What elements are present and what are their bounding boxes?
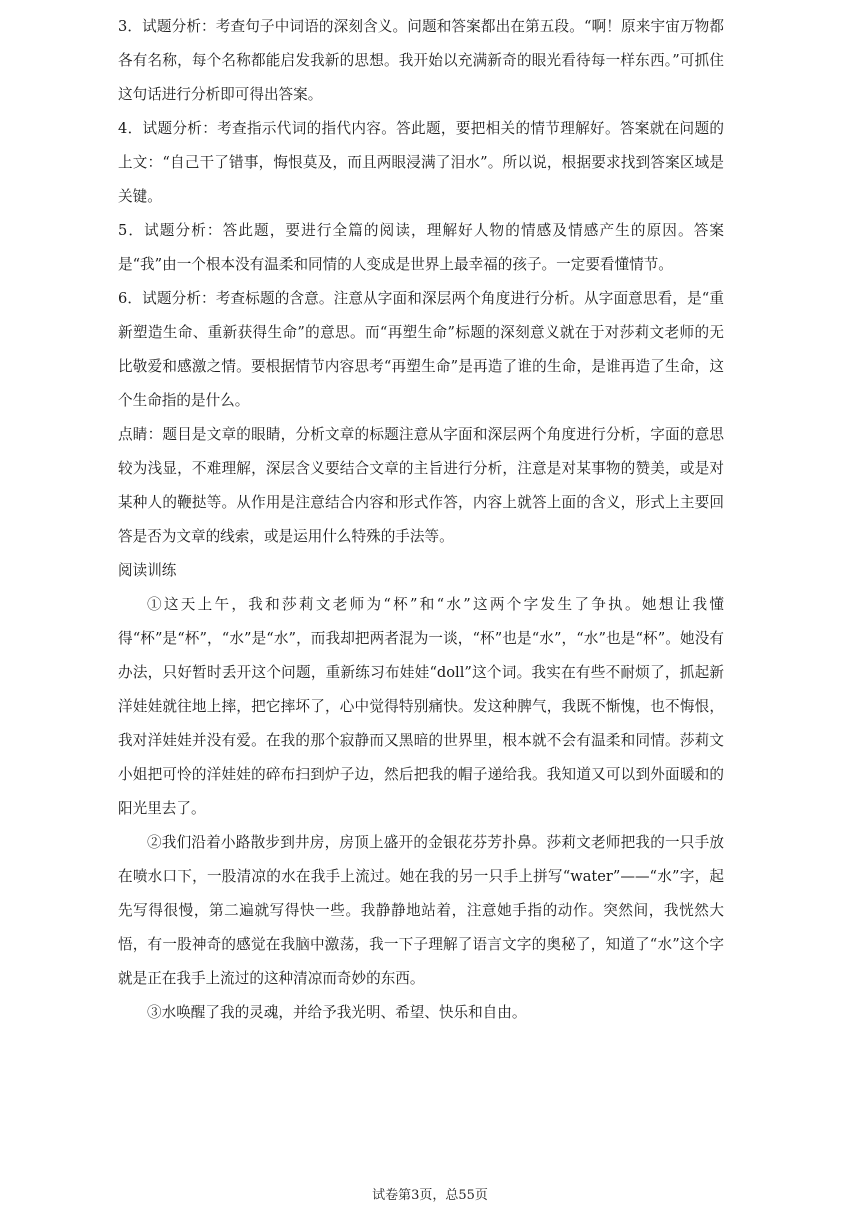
reading-paragraph-1: ①这天上午，我和莎莉文老师为“杯”和“水”这两个字发生了争执。她想让我懂得“杯”是“杯”，“水”是“水”，而我却把两者混为一谈，“杯”也是“水”，“水”也是“杯”。她没有办法，只好暂时丢开这个问题，重新练习布娃娃“doll”这个词。我实在有些不耐烦了，抓起新洋娃娃就往地上摔，把它摔坏了，心中觉得特别痛快。发这种脾气，我既不惭愧，也不悔恨，我对洋娃娃并没有爱。在我的那个寂静而又黑暗的世界里，根本就不会有温柔和同情。莎莉文小姐把可怜的洋娃娃的碎布扫到炉子边，然后把我的帽子递给我。我知道又可以到外面暖和的阳光里去了。 [118,596,724,817]
analysis-item-5: 5．试题分析：答此题，要进行全篇的阅读，理解好人物的情感及情感产生的原因。答案是“我”由一个根本没有温柔和同情的人变成是世界上最幸福的孩子。一定要看懂情节。 [118,222,724,273]
page-content [118,10,724,1030]
section-title: 阅读训练 [118,562,177,579]
reading-paragraph-3: ③水唤醒了我的灵魂，并给予我光明、希望、快乐和自由。 [147,1004,527,1021]
analysis-item-3: 3．试题分析：考查句子中词语的深刻含义。问题和答案都出在第五段。“啊！原来宇宙万物都各有名称，每个名称都能启发我新的思想。我开始以充满新奇的眼光看待每一样东西。”可抓住这句话进行分析即可得出答案。 [118,18,724,103]
key-point-note: 点睛：题目是文章的眼睛，分析文章的标题注意从字面和深层两个角度进行分析，字面的意思较为浅显，不难理解，深层含义要结合文章的主旨进行分析，注意是对某事物的赞美，或是对某种人的鞭挞等。从作用是注意结合内容和形式作答，内容上就答上面的含义，形式上主要回答是否为文章的线索，或是运用什么特殊的手法等。 [118,426,724,545]
reading-paragraph-2: ②我们沿着小路散步到井房，房顶上盛开的金银花芬芳扑鼻。莎莉文老师把我的一只手放在喷水口下，一股清凉的水在我手上流过。她在我的另一只手上拼写“water”——“水”字，起先写得很慢，第二遍就写得快一些。我静静地站着，注意她手指的动作。突然间，我恍然大悟，有一股神奇的感觉在我脑中激荡，我一下子理解了语言文字的奥秘了，知道了“水”这个字就是正在我手上流过的这种清凉而奇妙的东西。 [118,834,724,987]
analysis-item-6: 6．试题分析：考查标题的含意。注意从字面和深层两个角度进行分析。从字面意思看，是“重新塑造生命、重新获得生命”的意思。而“再塑生命”标题的深刻意义就在于对莎莉文老师的无比敬爱和感激之情。要根据情节内容思考“再塑生命”是再造了谁的生命，是谁再造了生命，这个生命指的是什么。 [118,290,724,409]
analysis-item-4: 4．试题分析：考查指示代词的指代内容。答此题，要把相关的情节理解好。答案就在问题的上文：“自己干了错事，悔恨莫及，而且两眼浸满了泪水”。所以说，根据要求找到答案区域是关键。 [118,120,724,205]
page-footer: 试卷第3页，总55页 [372,1188,488,1203]
